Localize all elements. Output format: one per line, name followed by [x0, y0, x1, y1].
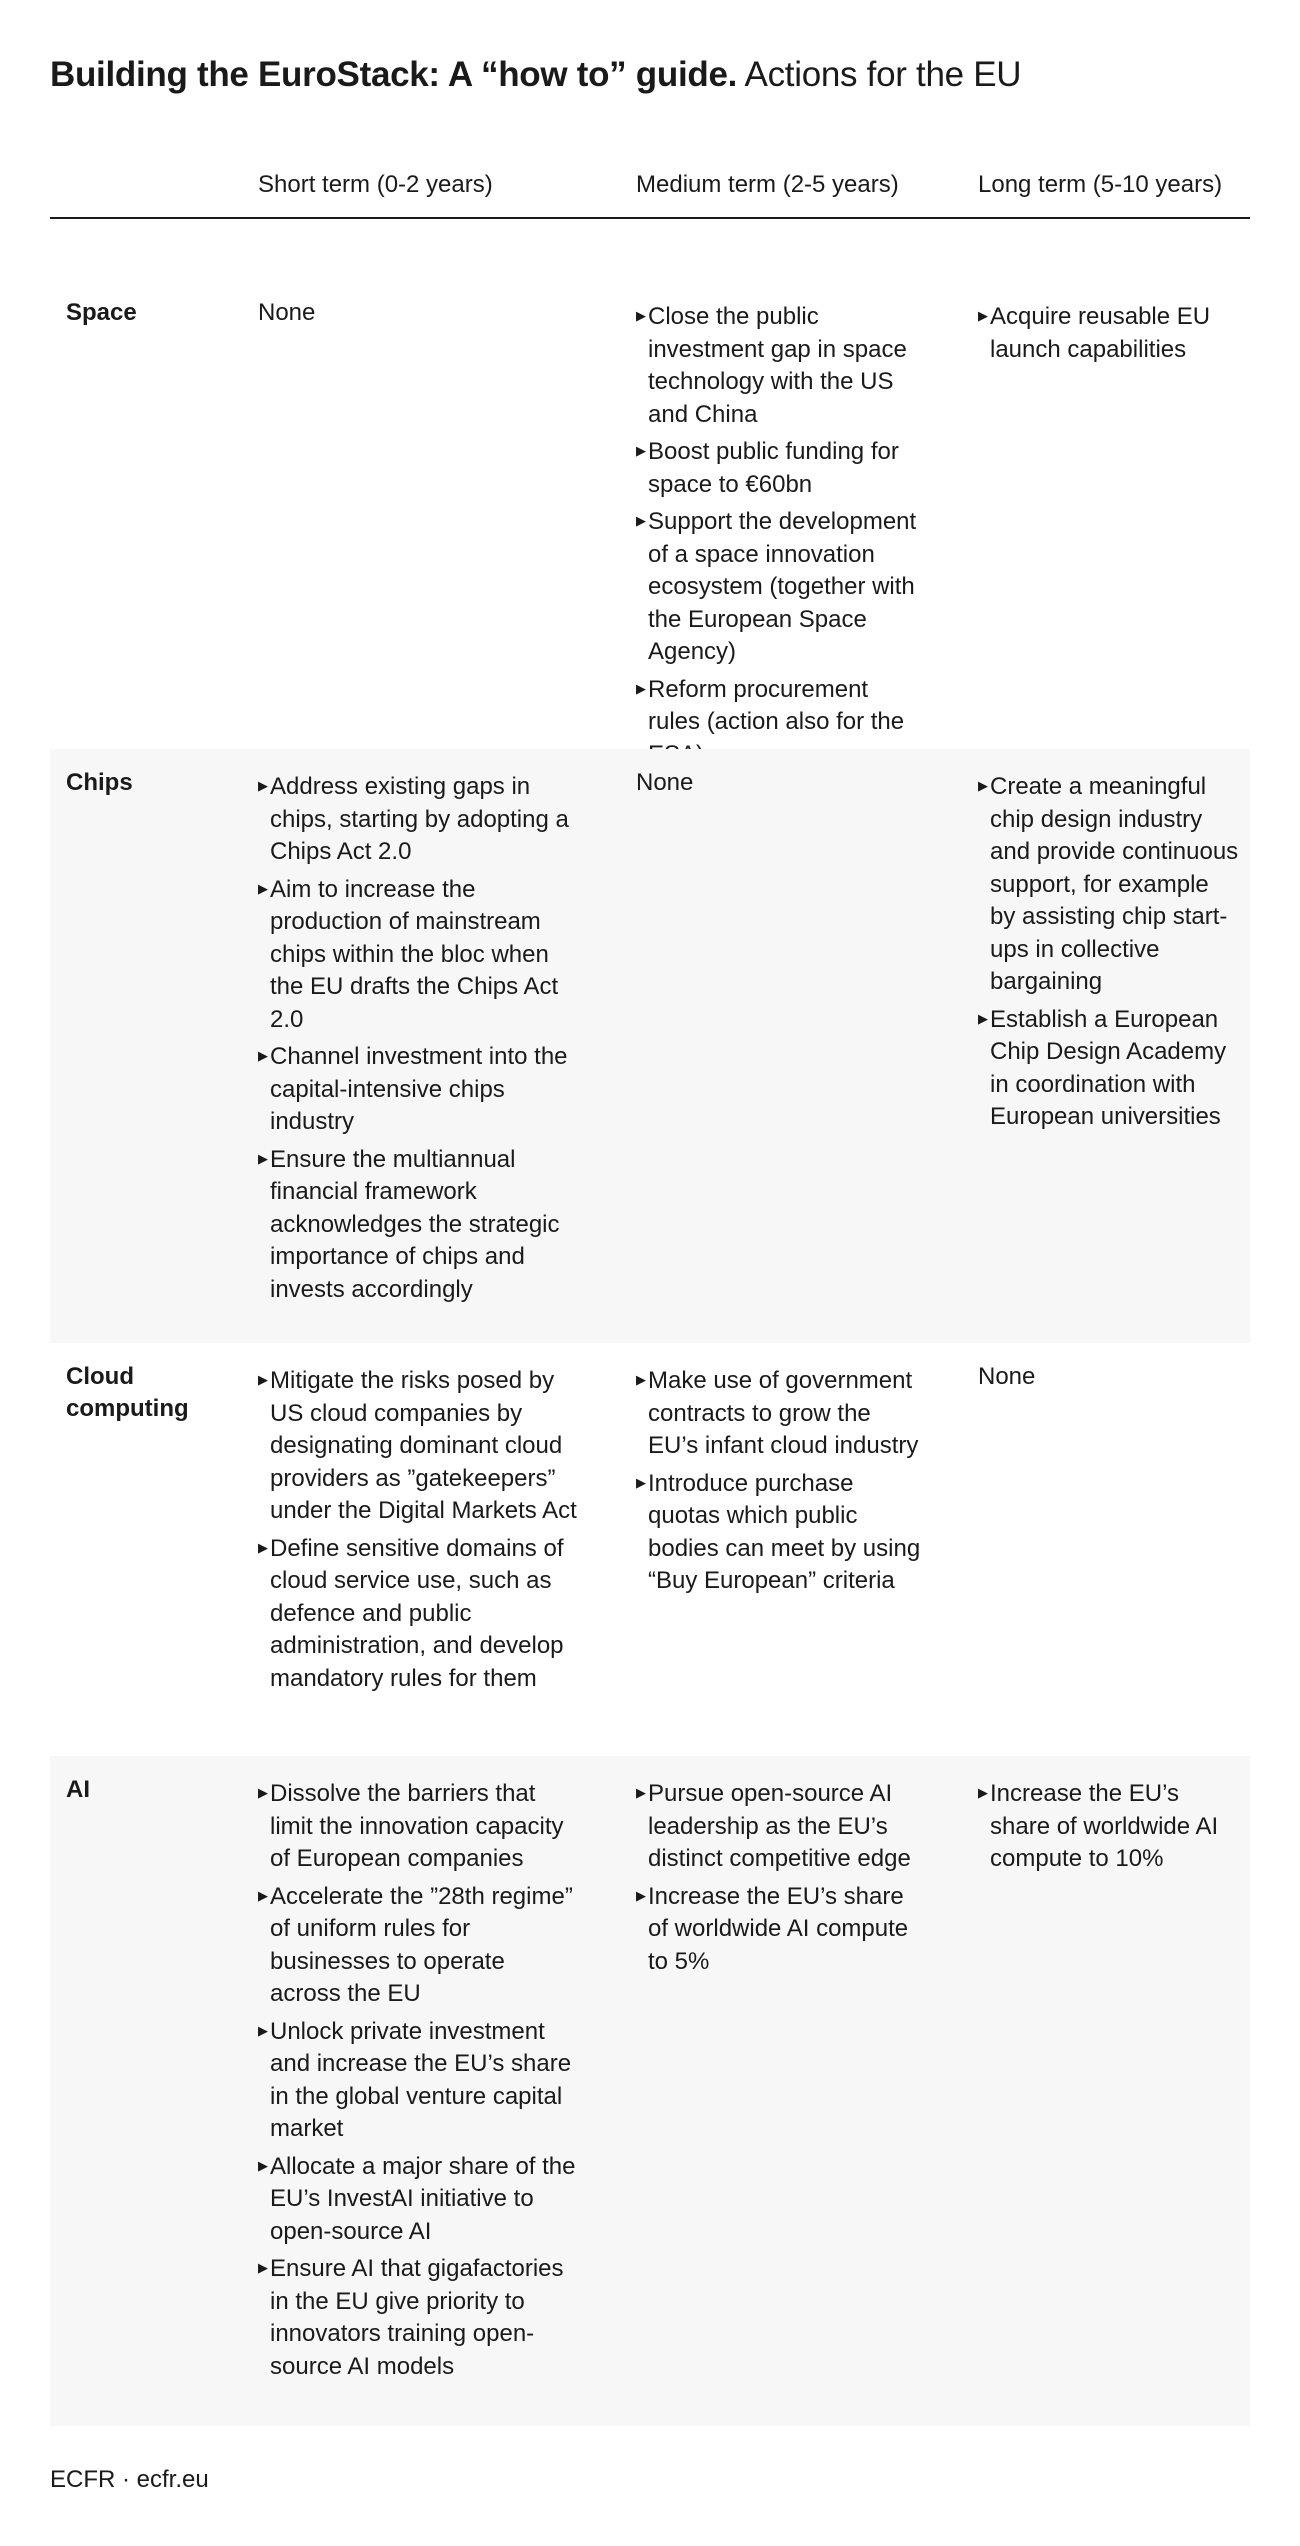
list-item-text: Mitigate the risks posed by US cloud companies by designating dominant cloud providers as ”gatekeepers” under the Digital Markets Act	[270, 1367, 577, 1524]
list-item	[978, 301, 1240, 366]
list-item-text: Accelerate the ”28th regime” of uniform rules for businesses to operate across the EU	[270, 1882, 573, 2007]
list-item	[636, 1365, 926, 1463]
triangle-right-icon: ▶	[636, 308, 646, 323]
triangle-right-icon: ▶	[258, 2157, 268, 2173]
list-item	[978, 1778, 1240, 1876]
triangle-right-icon: ▶	[978, 1010, 988, 1026]
triangle-right-icon: ▶	[258, 1372, 268, 1387]
triangle-right-icon: ▶	[978, 778, 988, 793]
triangle-right-icon: ▶	[636, 443, 646, 458]
list-item-text: Acquire reusable EU launch capabilities	[990, 303, 1211, 363]
table-header	[50, 160, 1250, 219]
list-item	[258, 1041, 578, 1139]
triangle-right-icon: ▶	[636, 680, 646, 696]
list-item	[258, 874, 578, 1037]
title-subtitle: Actions for the EU	[744, 55, 1022, 94]
list-item-text: Make use of government contracts to grow the EU’s infant cloud industry	[648, 1367, 919, 1459]
list-item-text: Boost public funding for space to €60bn	[648, 438, 899, 498]
title-bold: Building the EuroStack: A “how to” guide.	[50, 55, 738, 94]
cell-medium-term	[636, 1365, 926, 1603]
cell-medium-term	[636, 301, 926, 776]
list-item-text: Aim to increase the production of mainstream chips within the bloc when the EU drafts the Chips Act 2.0	[270, 875, 559, 1033]
row-category: AI	[66, 1776, 90, 1803]
cell-medium-term	[636, 767, 926, 800]
list-item	[978, 1004, 1240, 1134]
list-item-text: Create a meaningful chip design industry and provide continuous support, for example by assisting chip start-ups in collective bargaining	[990, 773, 1239, 995]
cell-long-term	[978, 1361, 1240, 1394]
triangle-right-icon: ▶	[258, 1887, 268, 1903]
table-row-chips	[50, 749, 1250, 1343]
list-item-text: Establish a European Chip Design Academy in coordination with European universities	[990, 1005, 1227, 1130]
triangle-right-icon: ▶	[258, 1048, 268, 1063]
list-item-text: Ensure AI that gigafactories in the EU give priority to innovators training open-source AI models	[270, 2255, 564, 2380]
list-item	[636, 1881, 926, 1979]
triangle-right-icon: ▶	[258, 1785, 268, 1800]
triangle-right-icon: ▶	[636, 513, 646, 528]
row-category: Space	[66, 299, 137, 326]
list-item-text: Pursue open-source AI leadership as the EU’s distinct competitive edge	[648, 1780, 911, 1872]
page-title	[50, 50, 1250, 100]
cell-short-term	[258, 771, 578, 1311]
none-text: None	[258, 299, 316, 326]
list-item	[258, 2253, 578, 2383]
list-item-text: Close the public investment gap in space technology with the US and China	[648, 303, 907, 428]
list-item-text: Address existing gaps in chips, starting by adopting a Chips Act 2.0	[270, 773, 569, 865]
header-short-term: Short term (0-2 years)	[258, 171, 493, 198]
triangle-right-icon: ▶	[258, 1150, 268, 1166]
triangle-right-icon: ▶	[636, 1474, 646, 1490]
none-text: None	[636, 769, 694, 796]
list-item	[636, 1778, 926, 1876]
list-item	[258, 1881, 578, 2011]
list-item	[258, 1365, 578, 1528]
list-item-text: Channel investment into the capital-intensive chips industry	[270, 1043, 568, 1135]
triangle-right-icon: ▶	[978, 308, 988, 323]
list-item	[258, 2016, 578, 2146]
cell-short-term	[258, 1365, 578, 1700]
triangle-right-icon: ▶	[258, 880, 268, 896]
triangle-right-icon: ▶	[258, 1539, 268, 1555]
list-item	[636, 301, 926, 431]
list-item	[258, 1778, 578, 1876]
action-table	[50, 160, 1250, 2426]
list-item	[258, 2151, 578, 2249]
list-item-text: Ensure the multiannual financial framework acknowledges the strategic importance of chips and invests accordingly	[270, 1145, 560, 1303]
list-item	[258, 1533, 578, 1696]
triangle-right-icon: ▶	[978, 1785, 988, 1800]
list-item	[258, 1144, 578, 1307]
row-category: Chips	[66, 769, 133, 796]
list-item	[636, 506, 926, 669]
list-item	[636, 1468, 926, 1598]
list-item-text: Allocate a major share of the EU’s InvestAI initiative to open-source AI	[270, 2152, 576, 2245]
list-item-text: Reform procurement rules (action also for the	[648, 675, 905, 735]
list-item-text: Introduce purchase quotas which public bodies can meet by using “Buy European” criteria	[648, 1469, 921, 1594]
list-item-text: Unlock private investment and increase the EU’s share in the global venture capital market	[270, 2017, 572, 2142]
triangle-right-icon: ▶	[258, 778, 268, 793]
list-item	[258, 771, 578, 869]
cell-long-term	[978, 1778, 1240, 1881]
triangle-right-icon: ▶	[636, 1372, 646, 1387]
list-item-text: Support the development of a space innovation ecosystem (together with the European Space Agency)	[648, 508, 917, 665]
table-row-cloud-computing	[50, 1343, 1250, 1756]
none-text: None	[978, 1363, 1036, 1390]
list-item-text: Increase the EU’s share of worldwide AI compute to 5%	[648, 1882, 909, 1975]
cell-long-term	[978, 301, 1240, 371]
list-item-text: Increase the EU’s share of worldwide AI compute to 10%	[990, 1780, 1219, 1872]
list-item-text: Dissolve the barriers that limit the innovation capacity of European companies	[270, 1780, 564, 1872]
footer-source: ECFR · ecfr.eu	[50, 2466, 209, 2493]
triangle-right-icon: ▶	[258, 2260, 268, 2275]
cell-medium-term	[636, 1778, 926, 1983]
table-row-ai	[50, 1756, 1250, 2426]
header-medium-term: Medium term (2-5 years)	[636, 171, 899, 198]
list-item-text: Define sensitive domains of cloud service use, such as defence and public administration, and develop mandatory rules for them	[270, 1534, 564, 1692]
triangle-right-icon: ▶	[636, 1785, 646, 1800]
row-category: Cloud computing	[66, 1363, 189, 1422]
cell-long-term	[978, 771, 1240, 1139]
cell-short-term	[258, 1778, 578, 2388]
triangle-right-icon: ▶	[258, 2022, 268, 2038]
table-row-space	[50, 219, 1250, 749]
list-item	[978, 771, 1240, 999]
triangle-right-icon: ▶	[636, 1887, 646, 1903]
list-item	[636, 436, 926, 501]
cell-short-term	[258, 297, 578, 330]
header-long-term: Long term (5-10 years)	[978, 171, 1223, 198]
